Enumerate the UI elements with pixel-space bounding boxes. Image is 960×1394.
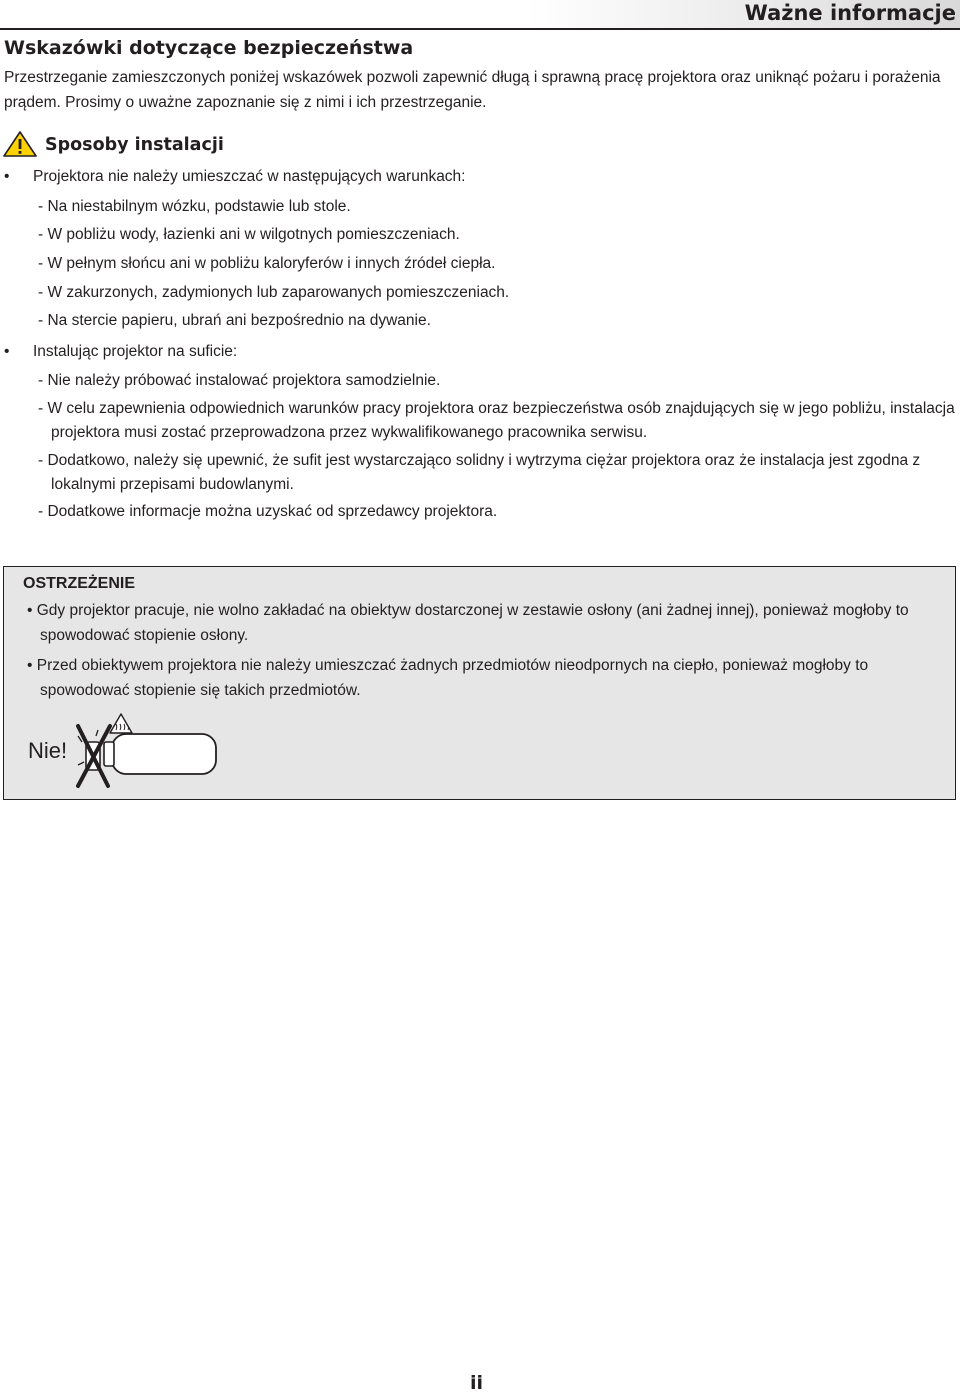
page-number: ii	[470, 1372, 484, 1394]
bullet-icon: •	[4, 168, 10, 185]
caution-triangle-icon	[3, 131, 37, 157]
hot-surface-icon	[110, 714, 132, 733]
warning-item: • Gdy projektor pracuje, nie wolno zakładać na obiektyw dostarczonej w zestawie osłony (ani żadnej innej), ponieważ mogłoby to spowodować stopienie osłony.	[27, 602, 909, 644]
section-title: Wskazówki dotyczące bezpieczeństwa	[4, 37, 414, 59]
projector-icon	[104, 734, 216, 774]
list-item: - Nie należy próbować instalować projektora samodzielnie.	[38, 372, 441, 389]
warning-title: OSTRZEŻENIE	[23, 575, 136, 592]
intro-paragraph: Przestrzeganie zamieszczonych poniżej wskazówek pozwoli zapewnić długą i sprawną pracę projektora oraz uniknąć pożaru i porażenia prądem. Prosimy o uważne zapoznanie się z nimi i ich przestrzeganie.	[4, 69, 941, 111]
warning-box	[3, 566, 956, 800]
list-item: - W celu zapewnienia odpowiednich warunków pracy projektora oraz bezpieczeństwa osób znajdujących się w jego pobliżu, instalacja projektora musi zostać przeprowadzona przez wykwalifikowanego pracownika serwisu.	[38, 400, 955, 441]
list-item: - Na niestabilnym wózku, podstawie lub stole.	[38, 198, 351, 215]
bullet-icon: •	[4, 343, 10, 360]
list-item: - Dodatkowo, należy się upewnić, że sufit jest wystarczająco solidny i wytrzyma ciężar projektora oraz że instalacja jest zgodna z lokalnymi przepisami budowlanymi.	[38, 452, 921, 493]
installation-title: Sposoby instalacji	[45, 135, 224, 155]
nie-illustration	[26, 712, 226, 790]
running-head: Ważne informacje	[744, 1, 956, 25]
list-item: - Dodatkowe informacje można uzyskać od sprzedawcy projektora.	[38, 503, 498, 520]
nie-label: Nie!	[28, 738, 68, 763]
bullet-text: Projektora nie należy umieszczać w następujących warunkach:	[33, 168, 466, 185]
warning-item: • Przed obiektywem projektora nie należy umieszczać żadnych przedmiotów nieodpornych na ciepło, ponieważ mogłoby to spowodować stopienie się takich przedmiotów.	[27, 657, 869, 699]
bullet-text: Instalując projektor na suficie:	[33, 343, 238, 360]
list-item: - Na stercie papieru, ubrań ani bezpośrednio na dywanie.	[38, 312, 431, 329]
list-item: - W pobliżu wody, łazienki ani w wilgotnych pomieszczeniach.	[38, 226, 460, 243]
list-item: - W pełnym słońcu ani w pobliżu kaloryferów i innych źródeł ciepła.	[38, 255, 496, 272]
list-item: - W zakurzonych, zadymionych lub zaparowanych pomieszczeniach.	[38, 284, 510, 301]
header-rule	[0, 28, 960, 30]
